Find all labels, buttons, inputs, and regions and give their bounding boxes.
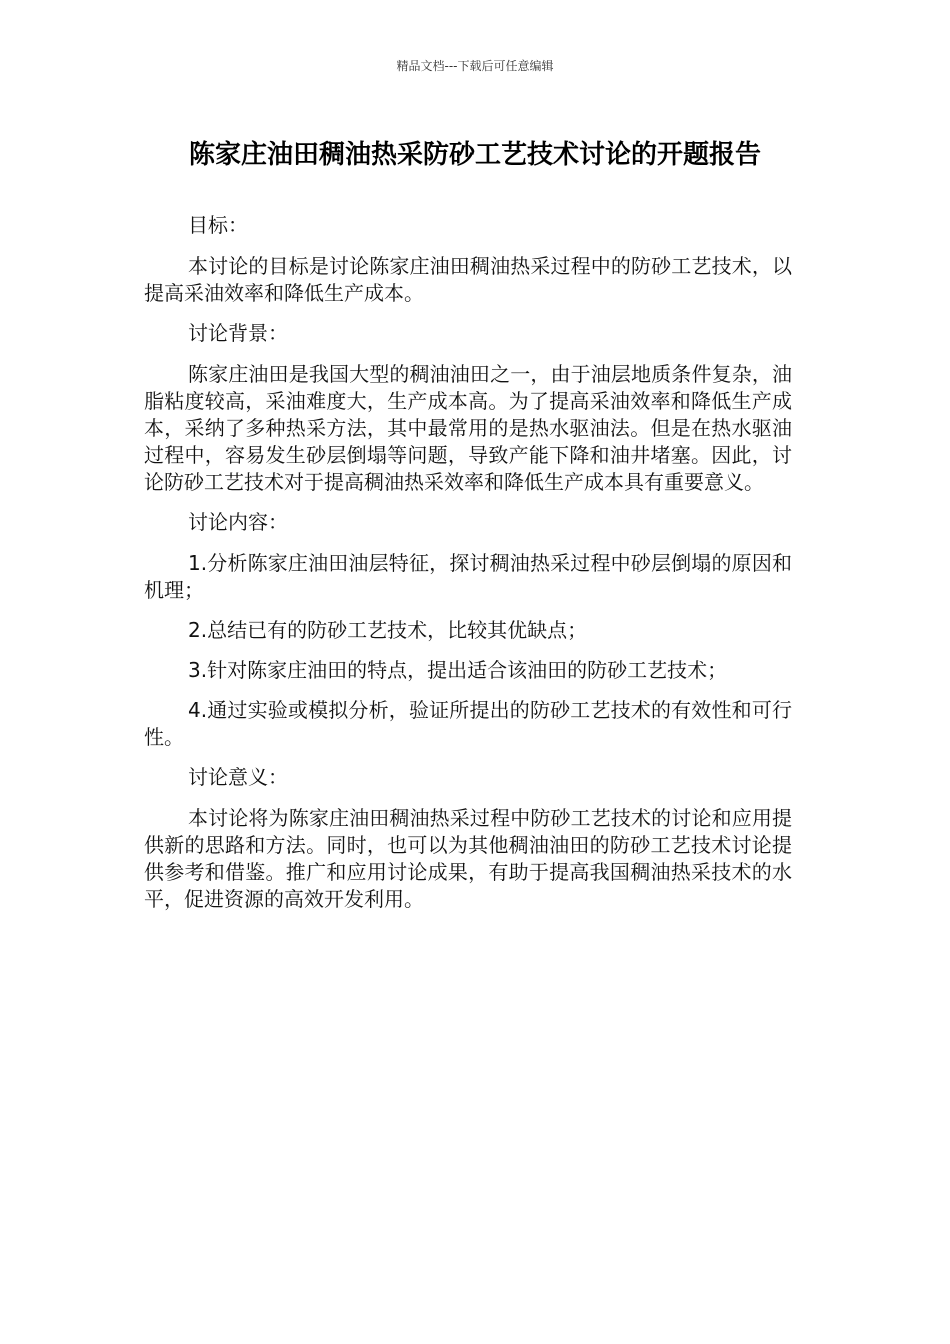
section-heading-content: 讨论内容：	[188, 510, 288, 534]
paragraph-significance: 本讨论将为陈家庄油田稠油热采过程中防砂工艺技术的讨论和应用提供新的思路和方法。同时，也可以为其他稠油油田的防砂工艺技术讨论提供参考和借鉴。推广和应用讨论成果，有助于提高我国稠油热采技术的水平，促进资源的高效开发利用。	[144, 806, 792, 911]
paragraph-goal: 本讨论的目标是讨论陈家庄油田稠油热采过程中的防砂工艺技术，以提高采油效率和降低生产成本。	[144, 254, 792, 305]
list-item-4: 4.通过实验或模拟分析，验证所提出的防砂工艺技术的有效性和可行性。	[144, 698, 792, 749]
list-item-3: 3.针对陈家庄油田的特点，提出适合该油田的防砂工艺技术；	[188, 658, 728, 682]
section-heading-significance: 讨论意义：	[188, 765, 288, 789]
paragraph-background: 陈家庄油田是我国大型的稠油油田之一，由于油层地质条件复杂，油脂粘度较高，采油难度大，生产成本高。为了提高采油效率和降低生产成本，采纳了多种热采方法，其中最常用的是热水驱油法。但是在热水驱油过程中，容易发生砂层倒塌等问题，导致产能下降和油井堵塞。因此，讨论防砂工艺技术对于提高稠油热采效率和降低生产成本具有重要意义。	[144, 362, 792, 494]
document-title: 陈家庄油田稠油热采防砂工艺技术讨论的开题报告	[188, 140, 761, 170]
section-heading-goal: 目标：	[188, 213, 248, 237]
document-body	[144, 212, 792, 926]
page-header: 精品文档---下载后可任意编辑	[396, 59, 554, 73]
list-item-1: 1.分析陈家庄油田油层特征，探讨稠油热采过程中砂层倒塌的原因和机理；	[144, 551, 792, 602]
section-heading-background: 讨论背景：	[188, 321, 288, 345]
list-item-2: 2.总结已有的防砂工艺技术，比较其优缺点；	[188, 618, 588, 642]
